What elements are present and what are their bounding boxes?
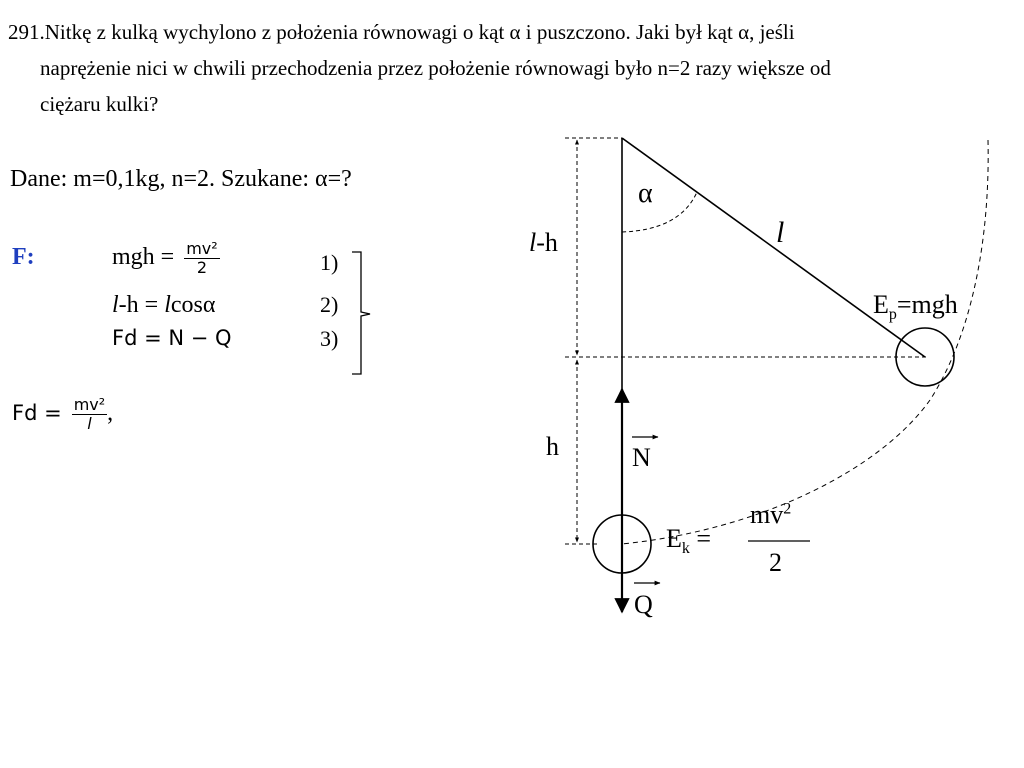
problem-line-2: naprężenie nici w chwili przechodzenia przez położenie równowagi było n=2 razy większe od: [40, 56, 831, 80]
label-ep: [873, 290, 958, 324]
label-h: h: [546, 432, 559, 461]
ek-denominator: 2: [769, 548, 782, 577]
equations-brace: [352, 252, 370, 374]
swing-arc: [622, 140, 988, 544]
ek-sub: k: [681, 540, 690, 558]
label-N: N: [632, 443, 651, 472]
ep-rest: =mgh: [896, 290, 958, 319]
eq1-denominator: 2: [196, 258, 208, 277]
eq4-denominator: l: [87, 414, 92, 433]
ep-sub: p: [888, 306, 897, 324]
ep-E: E: [873, 290, 889, 319]
formulas-label: F:: [12, 244, 35, 270]
equation-3-number: 3): [320, 326, 339, 351]
eq4-comma: ,: [107, 400, 114, 427]
label-l-minus-h: [529, 228, 558, 258]
equation-3: Fd = N − Q: [112, 326, 232, 350]
label-l: l: [776, 216, 785, 249]
label-ek: [666, 524, 711, 558]
equation-2-number: 2): [320, 292, 339, 317]
equation-1-number: 1): [320, 250, 339, 275]
problem-line-1: 291.Nitkę z kulką wychylono z położenia równowagi o kąt α i puszczono. Jaki był kąt α, jeśli: [8, 20, 795, 44]
eq2-l-symbol: l: [112, 292, 119, 318]
eq4-numerator: mv²: [73, 395, 106, 414]
label-Q: Q: [634, 590, 653, 619]
angle-alpha-arc: [622, 192, 697, 232]
eq1-left: mgh =: [112, 244, 175, 271]
ek-eq: =: [696, 524, 712, 553]
eq2-middle: -h =: [118, 292, 165, 318]
problem-line-3: ciężaru kulki?: [40, 92, 159, 116]
given-data: Dane: m=0,1kg, n=2. Szukane: α=?: [10, 166, 352, 192]
eq2-cos: cosα: [170, 292, 216, 318]
label-alpha: α: [638, 178, 653, 209]
eq4-left: Fd =: [12, 401, 62, 426]
ek-num: mv: [750, 500, 784, 529]
ek-num-sup: 2: [783, 500, 792, 518]
ek-numerator: [750, 500, 791, 530]
label-l-minus-h-l: l: [529, 228, 537, 257]
ek-E: E: [666, 524, 682, 553]
eq1-numerator: mv²: [186, 239, 218, 258]
eq2-l-symbol-2: l: [164, 292, 171, 318]
label-l-minus-h-rest: -h: [536, 228, 558, 257]
